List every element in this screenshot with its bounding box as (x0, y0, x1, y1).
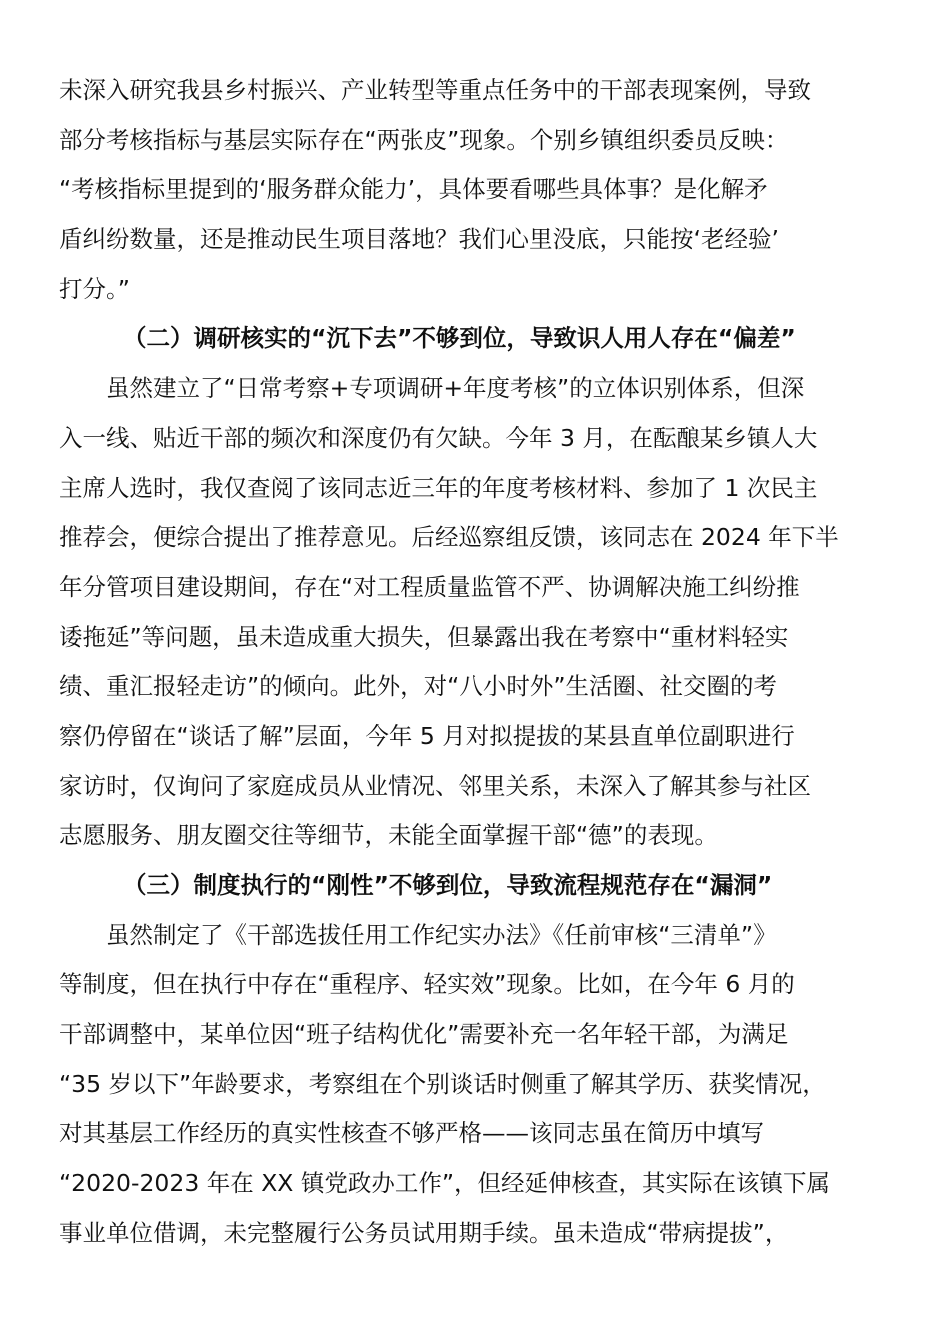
paragraph-line: 打分。” (59, 274, 130, 303)
paragraph-line: 年分管项目建设期间，存在“对工程质量监管不严、协调解决施工纠纷推 (59, 572, 800, 601)
paragraph-line: 推荐会，便综合提出了推荐意见。后经巡察组反馈，该同志在 2024 年下半 (59, 523, 839, 552)
paragraph-line: 志愿服务、朋友圈交往等细节，未能全面掌握干部“德”的表现。 (59, 821, 718, 850)
section-heading-2: （二）调研核实的“沉下去”不够到位，导致识人用人存在“偏差” (123, 324, 796, 353)
paragraph-line: 对其基层工作经历的真实性核查不够严格——该同志虽在简历中填写 (59, 1119, 764, 1148)
paragraph-line: 虽然建立了“日常考察+专项调研+年度考核”的立体识别体系，但深 (106, 374, 805, 403)
paragraph-line: 主席人选时，我仅查阅了该同志近三年的年度考核材料、参加了 1 次民主 (59, 473, 818, 502)
paragraph-line: 事业单位借调，未完整履行公务员试用期手续。虽未造成“带病提拔”， (59, 1218, 789, 1247)
paragraph-line: 家访时，仅询问了家庭成员从业情况、邻里关系，未深入了解其参与社区 (59, 771, 811, 800)
paragraph-line: 部分考核指标与基层实际存在“两张皮”现象。个别乡镇组织委员反映： (59, 125, 789, 154)
paragraph-line: “2020-2023 年在 XX 镇党政办工作”，但经延伸核查，其实际在该镇下属 (59, 1169, 831, 1198)
paragraph-line: 等制度，但在执行中存在“重程序、轻实效”现象。比如，在今年 6 月的 (59, 970, 795, 999)
paragraph-line: 虽然制定了《干部选拔任用工作纪实办法》《任前审核“三清单”》 (106, 920, 777, 949)
section-heading-3: （三）制度执行的“刚性”不够到位，导致流程规范存在“漏洞” (123, 871, 773, 899)
paragraph-line: “35 岁以下”年龄要求，考察组在个别谈话时侧重了解其学历、获奖情况， (59, 1069, 826, 1098)
paragraph-line: 绩、重汇报轻走访”的倾向。此外，对“八小时外”生活圈、社交圈的考 (59, 672, 778, 701)
paragraph-line: 未深入研究我县乡村振兴、产业转型等重点任务中的干部表现案例，导致 (59, 76, 811, 104)
paragraph-line: 察仍停留在“谈话了解”层面，今年 5 月对拟提拔的某县直单位副职进行 (59, 721, 795, 750)
paragraph-line: 入一线、贴近干部的频次和深度仍有欠缺。今年 3 月，在酝酿某乡镇人大 (59, 423, 818, 452)
document-body (59, 66, 891, 1259)
paragraph-line: “考核指标里提到的‘服务群众能力’，具体要看哪些具体事？是化解矛 (59, 175, 768, 204)
paragraph-line: 盾纠纷数量，还是推动民生项目落地？我们心里没底，只能按‘老经验’ (59, 225, 779, 254)
paragraph-line: 诿拖延”等问题，虽未造成重大损失，但暴露出我在考察中“重材料轻实 (59, 622, 789, 651)
paragraph-line: 干部调整中，某单位因“班子结构优化”需要补充一名年轻干部，为满足 (59, 1020, 789, 1049)
